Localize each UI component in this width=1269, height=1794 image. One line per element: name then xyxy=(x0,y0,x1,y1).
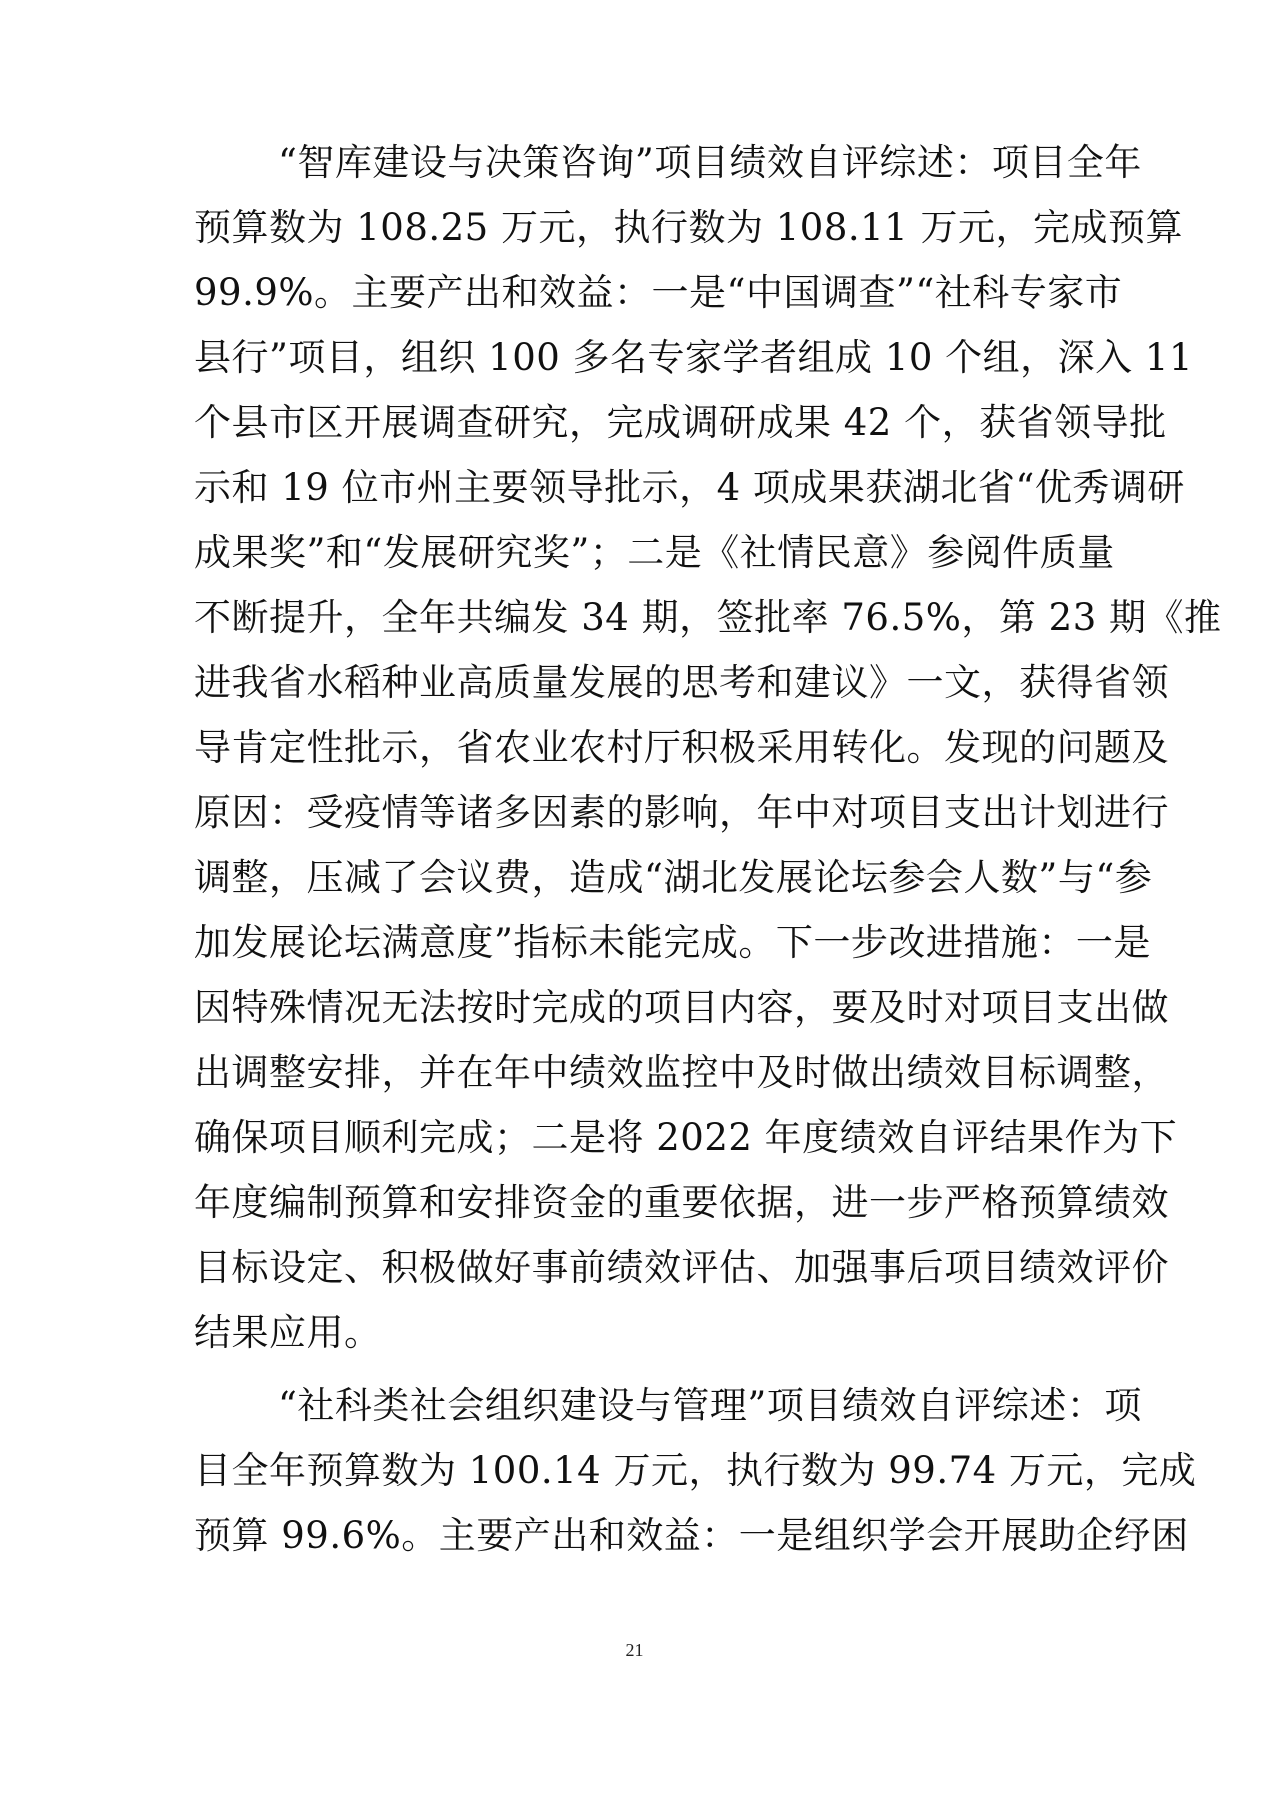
paragraph-1-line-16: 确保项目顺利完成；二是将 2022 年度绩效自评结果作为下 xyxy=(194,1116,1178,1159)
paragraph-1-line-11: 原因：受疫情等诸多因素的影响，年中对项目支出计划进行 xyxy=(194,791,1169,834)
paragraph-1-line-7: 成果奖”和“发展研究奖”；二是《社情民意》参阅件质量 xyxy=(194,531,1115,574)
paragraph-2-line-1: “社科类社会组织建设与管理”项目绩效自评综述：项 xyxy=(278,1384,1142,1427)
paragraph-1-line-17: 年度编制预算和安排资金的重要依据，进一步严格预算绩效 xyxy=(194,1181,1169,1224)
paragraph-1-line-8: 不断提升，全年共编发 34 期，签批率 76.5%，第 23 期《推 xyxy=(194,596,1222,639)
paragraph-1-line-6: 示和 19 位市州主要领导批示，4 项成果获湖北省“优秀调研 xyxy=(194,466,1185,509)
paragraph-2-line-2: 目全年预算数为 100.14 万元，执行数为 99.74 万元，完成 xyxy=(194,1449,1197,1492)
paragraph-1-line-19: 结果应用。 xyxy=(194,1311,382,1354)
paragraph-1-line-13: 加发展论坛满意度”指标未能完成。下一步改进措施：一是 xyxy=(194,921,1151,964)
paragraph-1-line-2: 预算数为 108.25 万元，执行数为 108.11 万元，完成预算 xyxy=(194,206,1183,249)
paragraph-1-line-12: 调整，压减了会议费，造成“湖北发展论坛参会人数”与“参 xyxy=(194,856,1153,899)
paragraph-1-line-9: 进我省水稻种业高质量发展的思考和建议》一文，获得省领 xyxy=(194,661,1169,704)
paragraph-2-line-3: 预算 99.6%。主要产出和效益：一是组织学会开展助企纾困 xyxy=(194,1514,1189,1557)
paragraph-1-line-18: 目标设定、积极做好事前绩效评估、加强事后项目绩效评价 xyxy=(194,1246,1169,1289)
page-number: 21 xyxy=(625,1640,644,1660)
paragraph-1-line-4: 县行”项目，组织 100 多名专家学者组成 10 个组，深入 11 xyxy=(194,336,1194,379)
paragraph-1-line-10: 导肯定性批示，省农业农村厅积极采用转化。发现的问题及 xyxy=(194,726,1169,769)
paragraph-1-line-15: 出调整安排，并在年中绩效监控中及时做出绩效目标调整， xyxy=(194,1051,1169,1094)
paragraph-1-line-1: “智库建设与决策咨询”项目绩效自评综述：项目全年 xyxy=(278,141,1142,184)
paragraph-1-line-3: 99.9%。主要产出和效益：一是“中国调查”“社科专家市 xyxy=(194,271,1123,314)
paragraph-1-line-5: 个县市区开展调查研究，完成调研成果 42 个，获省领导批 xyxy=(194,401,1167,444)
paragraph-1-line-14: 因特殊情况无法按时完成的项目内容，要及时对项目支出做 xyxy=(194,986,1169,1029)
